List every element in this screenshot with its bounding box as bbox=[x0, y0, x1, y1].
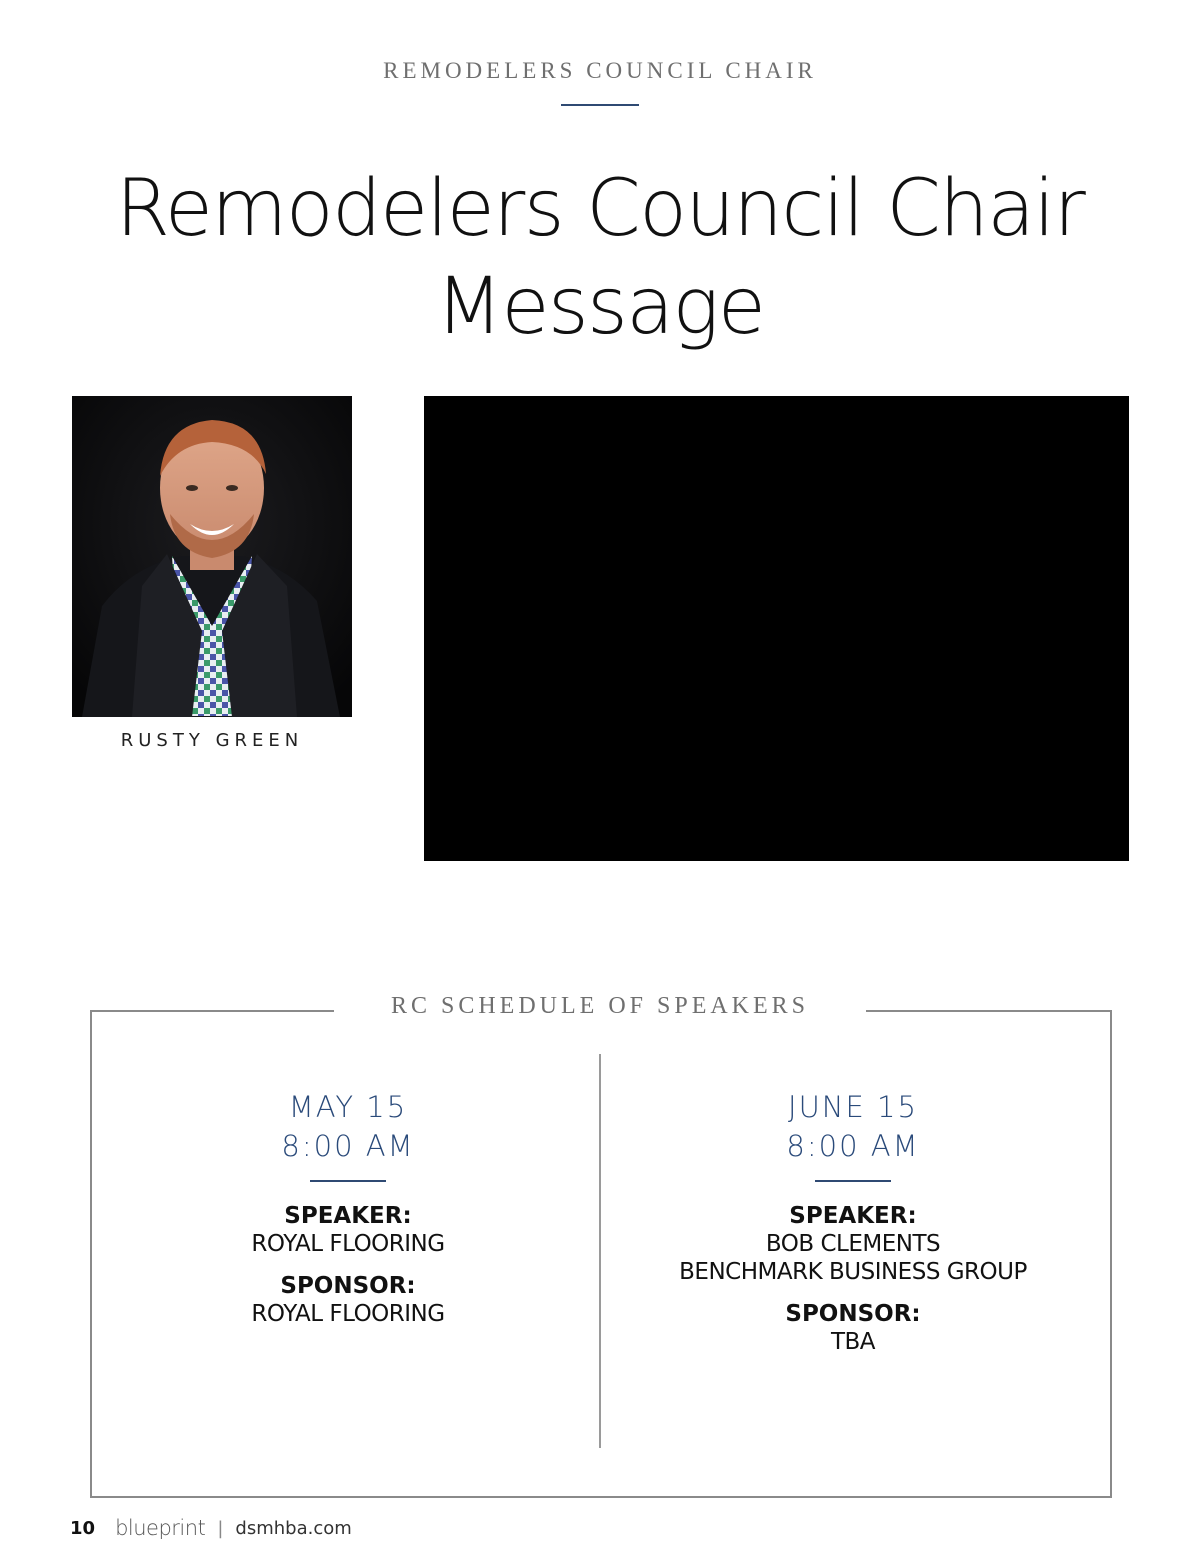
footer-separator: | bbox=[217, 1517, 224, 1539]
page-title-line-2: Message bbox=[435, 262, 765, 352]
event-date: JUNE 15 bbox=[788, 1090, 918, 1124]
page-footer bbox=[70, 1514, 352, 1542]
event-time: 8:00 AM bbox=[786, 1129, 920, 1163]
schedule-event-may bbox=[138, 1088, 558, 1328]
schedule-column-divider bbox=[599, 1054, 601, 1448]
event-date: MAY 15 bbox=[288, 1090, 408, 1124]
video-placeholder[interactable] bbox=[424, 396, 1129, 861]
kicker-underline bbox=[561, 104, 639, 106]
event-time: 8:00 AM bbox=[281, 1129, 415, 1163]
schedule-event-june bbox=[643, 1088, 1063, 1356]
portrait-caption: RUSTY GREEN bbox=[120, 730, 304, 751]
speaker-name: ROYAL FLOORING bbox=[251, 1231, 445, 1257]
page-number: 10 bbox=[70, 1517, 96, 1539]
speaker-company: BENCHMARK BUSINESS GROUP bbox=[679, 1259, 1027, 1285]
schedule-title: RC SCHEDULE OF SPEAKERS bbox=[334, 990, 866, 1022]
portrait-illustration bbox=[72, 396, 352, 717]
page-title bbox=[0, 160, 1200, 356]
section-kicker: REMODELERS COUNCIL CHAIR bbox=[383, 58, 817, 83]
speaker-name: BOB CLEMENTS bbox=[765, 1231, 941, 1257]
publication-name: blueprint bbox=[115, 1516, 206, 1540]
event-date-underline bbox=[310, 1180, 386, 1182]
sponsor-name: ROYAL FLOORING bbox=[251, 1301, 445, 1327]
speaker-label: SPEAKER: bbox=[284, 1203, 412, 1229]
speaker-label: SPEAKER: bbox=[789, 1203, 917, 1229]
sponsor-label: SPONSOR: bbox=[280, 1273, 416, 1299]
website-link[interactable]: dsmhba.com bbox=[235, 1517, 352, 1539]
chair-portrait-photo bbox=[72, 396, 352, 717]
sponsor-name: TBA bbox=[830, 1329, 876, 1355]
sponsor-label: SPONSOR: bbox=[785, 1301, 921, 1327]
event-date-underline bbox=[815, 1180, 891, 1182]
page-title-line-1: Remodelers Council Chair bbox=[115, 164, 1085, 254]
